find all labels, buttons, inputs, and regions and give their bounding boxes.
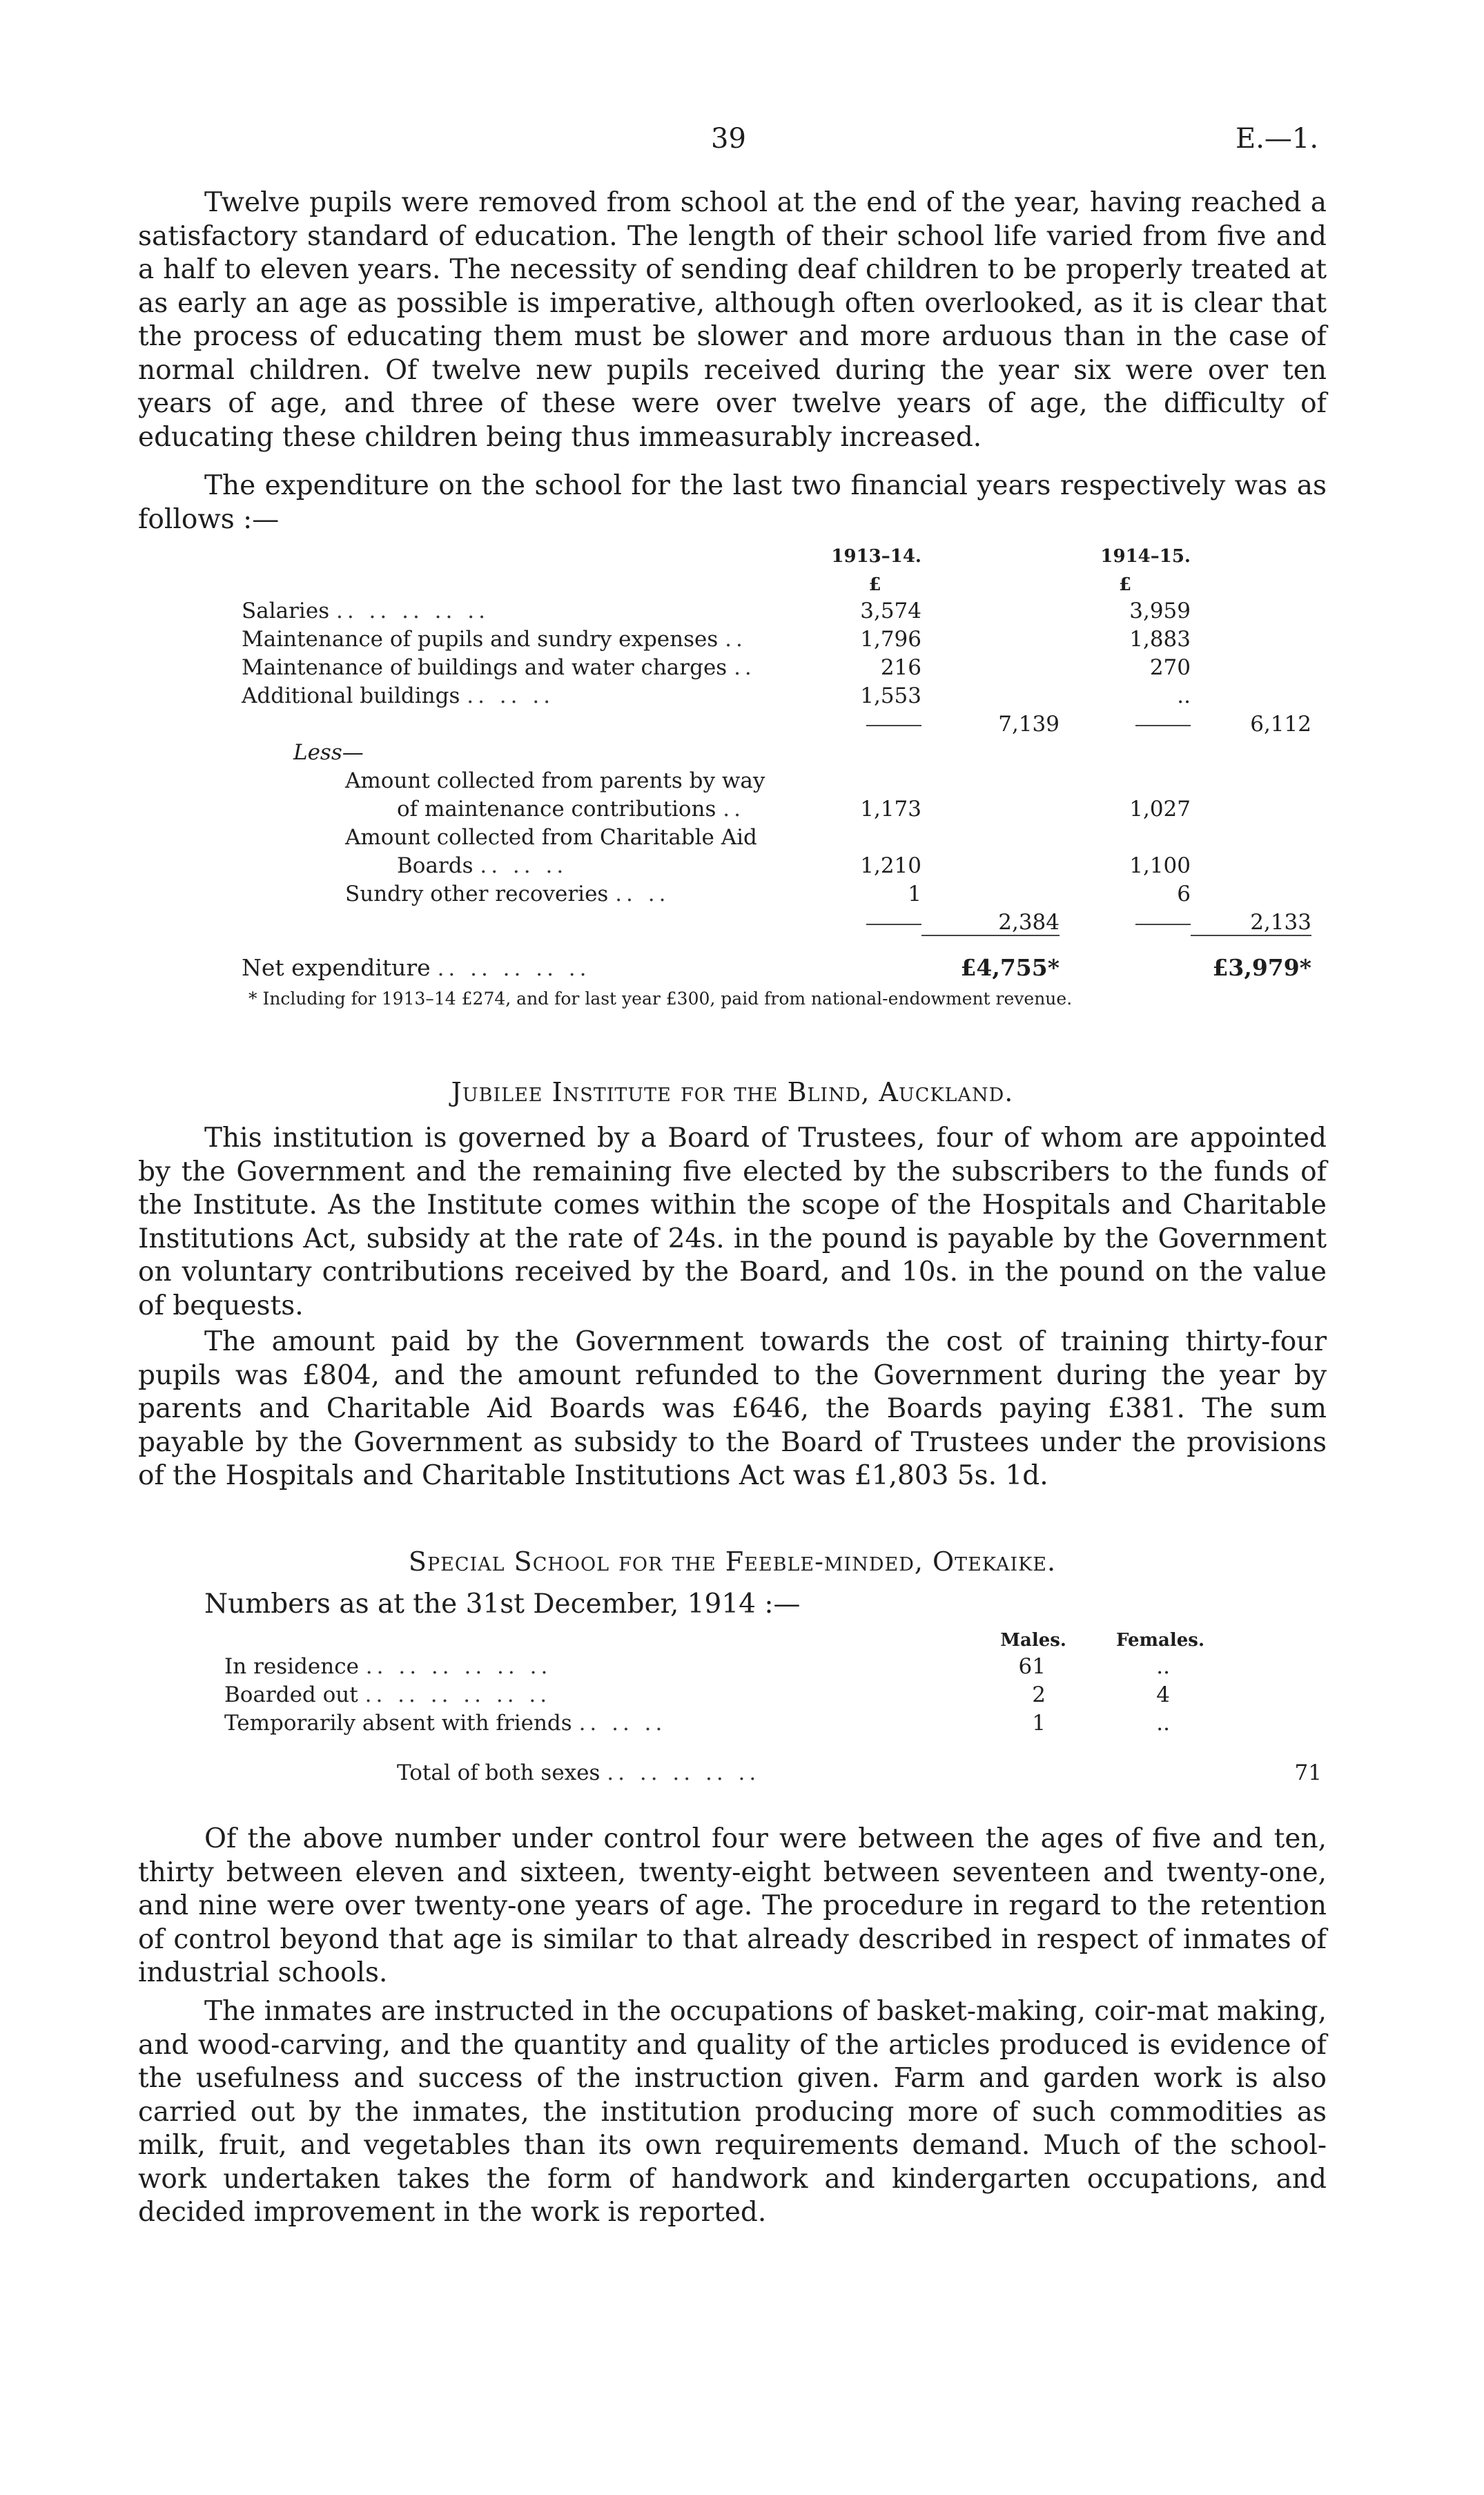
net-expenditure-label: Net expenditure: [242, 954, 431, 981]
row-value-1913: 1,553: [860, 683, 921, 708]
table-row: Maintenance of pupils and sundry expenses .. 1,796 1,883: [242, 623, 1311, 652]
row-value-1913: 1,210: [860, 853, 921, 878]
row-value-1913: 1,173: [860, 797, 921, 822]
year-header-row: [242, 538, 1311, 567]
feeble-minded-paragraph-1: Of the above number under control four were between the ages of five and ten, thirty between eleven and sixteen, twenty-eight between seventeen and twenty-one, and nine were over twenty-one years of age. The procedure in regard to the retention of control beyond that age is similar to that already described in respect of inmates of industrial schools.: [138, 1823, 1327, 1988]
page-number: 39: [711, 123, 746, 155]
numbers-table: [224, 1622, 1343, 1785]
less-label: Less—: [293, 740, 364, 765]
year-1-header: 1913–14.: [831, 546, 921, 567]
females-header: Females.: [1115, 1630, 1204, 1651]
unit-header-row: [242, 567, 1311, 595]
subtotal-rule: [1135, 725, 1191, 726]
row-value-1913: 1,796: [860, 627, 921, 652]
males-value: 2: [1032, 1682, 1046, 1707]
blind-institute-heading: Jubilee Institute for the Blind, Auckland.: [451, 1077, 1014, 1107]
gross-total-row: [242, 708, 1311, 737]
males-value: 61: [1018, 1654, 1046, 1679]
row-value-1914: ..: [1177, 683, 1191, 708]
feeble-minded-paragraph-2: The inmates are instructed in the occupations of basket-making, coir-mat making, and wood-carving, and the quantity and quality of the articles produced is evidence of the usefulness and success of the instruction given. Farm and garden work is also carried out by the inmates, the institution producing more of such commodities as milk, fruit, and vegetables than its own requirements demand. Much of the school-work undertaken takes the form of handwork and kindergarten occupations, and decided improvement in the work is reported.: [138, 1996, 1327, 2228]
row-label: In residence: [224, 1654, 359, 1679]
females-value: ..: [1156, 1654, 1170, 1679]
gross-total-1913: 7,139: [998, 712, 1060, 737]
row-value-1913: 1: [908, 882, 921, 906]
row-value-1914: 1,883: [1129, 627, 1191, 652]
less-total-1914: 2,133: [1250, 910, 1311, 935]
row-label: Maintenance of buildings and water charges: [242, 655, 728, 680]
deaf-school-paragraph-2: The expenditure on the school for the last two financial years respectively was as follows :—: [138, 470, 1327, 535]
row-label: Temporarily absent with friends: [224, 1711, 572, 1736]
row-label-line-2: of maintenance contributions: [397, 797, 716, 822]
less-row: [242, 737, 1311, 765]
row-value-1914: 1,100: [1129, 853, 1191, 878]
table-row: Salaries .. .. .. .. .. 3,574 3,959: [242, 595, 1311, 623]
deaf-school-paragraph-1: Twelve pupils were removed from school at the end of the year, having reached a satisfactory standard of education. The length of their school life varied from five and a half to eleven years. The necessity of sending deaf children to be properly treated at as early an age as possible is imperative, although often overlooked, as it is clear that the process of educating them must be slower and more arduous than in the case of normal children. Of twelve new pupils received during the year six were over ten years of age, and three of these were over twelve years of age, the difficulty of educating these children being thus immeasurably increased.: [138, 187, 1327, 453]
row-label: Additional buildings: [242, 683, 460, 708]
females-value: ..: [1156, 1711, 1170, 1736]
table-row: [242, 765, 1311, 793]
row-value-1914: 270: [1149, 655, 1191, 680]
year-2-unit: £: [1118, 574, 1132, 595]
report-code: E.—1.: [1236, 123, 1319, 155]
row-value-1914: 6: [1177, 882, 1191, 906]
blind-institute-paragraph-2: The amount paid by the Government towards the cost of training thirty-four pupils was £804, and the amount refunded to the Government during the year by parents and Charitable Aid Boards was £646, the Boards paying £381. The sum payable by the Government as subsidy to the Board of Trustees under the provisions of the Hospitals and Charitable Institutions Act was £1,803 5s. 1d.: [138, 1326, 1327, 1491]
males-header: Males.: [1000, 1630, 1066, 1651]
gross-total-1914: 6,112: [1250, 712, 1311, 737]
numbers-intro: Numbers as at the 31st December, 1914 :—: [204, 1589, 801, 1620]
row-value-1914: 3,959: [1129, 599, 1191, 623]
row-value-1913: 216: [880, 655, 921, 680]
year-2-header: 1914–15.: [1100, 546, 1191, 567]
total-value: 71: [1294, 1760, 1322, 1785]
blind-institute-paragraph-1: This institution is governed by a Board of Trustees, four of whom are appointed by the Government and the remaining five elected by the subscribers to the funds of the Institute. As the Institute comes within the scope of the Hospitals and Charitable Institutions Act, subsidy at the rate of 24s. in the pound is payable by the Government on voluntary contributions received by the Board, and 10s. in the pound on the value of bequests.: [138, 1123, 1327, 1321]
expenditure-footnote: * Including for 1913–14 £274, and for last year £300, paid from national-endowment revenue.: [248, 989, 1073, 1009]
year-1-unit: £: [868, 574, 881, 595]
row-label: Sundry other recoveries: [345, 882, 609, 906]
table-row: Sundry other recoveries .. .. 1 6: [242, 878, 1311, 906]
subtotal-rule: [1135, 924, 1191, 925]
row-label: Maintenance of pupils and sundry expenses: [242, 627, 719, 652]
row-value-1913: 3,574: [860, 599, 921, 623]
table-row: In residence .. .. .. .. .. .. 61 ..: [224, 1651, 1343, 1679]
net-expenditure-1913: £4,755*: [921, 935, 1060, 981]
row-label-line-2: Boards: [397, 853, 473, 878]
feeble-minded-heading: Special School for the Feeble-minded, Otekaike.: [408, 1546, 1057, 1577]
total-row: Total of both sexes .. .. .. .. .. 71: [224, 1736, 1343, 1785]
numbers-header-row: [224, 1622, 1343, 1651]
table-row: Temporarily absent with friends .. .. .. 1 ..: [224, 1707, 1343, 1736]
row-label-line-1: Amount collected from Charitable Aid: [345, 825, 757, 850]
table-row: of maintenance contributions .. 1,173 1,027: [242, 793, 1311, 822]
table-row: Maintenance of buildings and water charges .. 216 270: [242, 652, 1311, 680]
table-row: Boards .. .. .. 1,210 1,100: [242, 850, 1311, 878]
net-expenditure-row: Net expenditure .. .. .. .. .. £4,755* £3,979*: [242, 935, 1311, 981]
males-value: 1: [1032, 1711, 1046, 1736]
row-value-1914: 1,027: [1129, 797, 1191, 822]
table-row: Additional buildings .. .. .. 1,553 ..: [242, 680, 1311, 708]
females-value: 4: [1156, 1682, 1170, 1707]
subtotal-rule: [866, 725, 921, 726]
net-expenditure-1914: £3,979*: [1191, 935, 1311, 981]
expenditure-table: [242, 538, 1311, 981]
row-label-line-1: Amount collected from parents by way: [345, 768, 765, 793]
total-label: Total of both sexes: [397, 1760, 601, 1785]
table-row: Boarded out .. .. .. .. .. .. 2 4: [224, 1679, 1343, 1707]
less-total-1913: 2,384: [998, 910, 1060, 935]
subtotal-rule: [866, 924, 921, 925]
table-row: [242, 822, 1311, 850]
row-label: Salaries: [242, 599, 330, 623]
row-label: Boarded out: [224, 1682, 358, 1707]
less-total-row: [242, 906, 1311, 935]
